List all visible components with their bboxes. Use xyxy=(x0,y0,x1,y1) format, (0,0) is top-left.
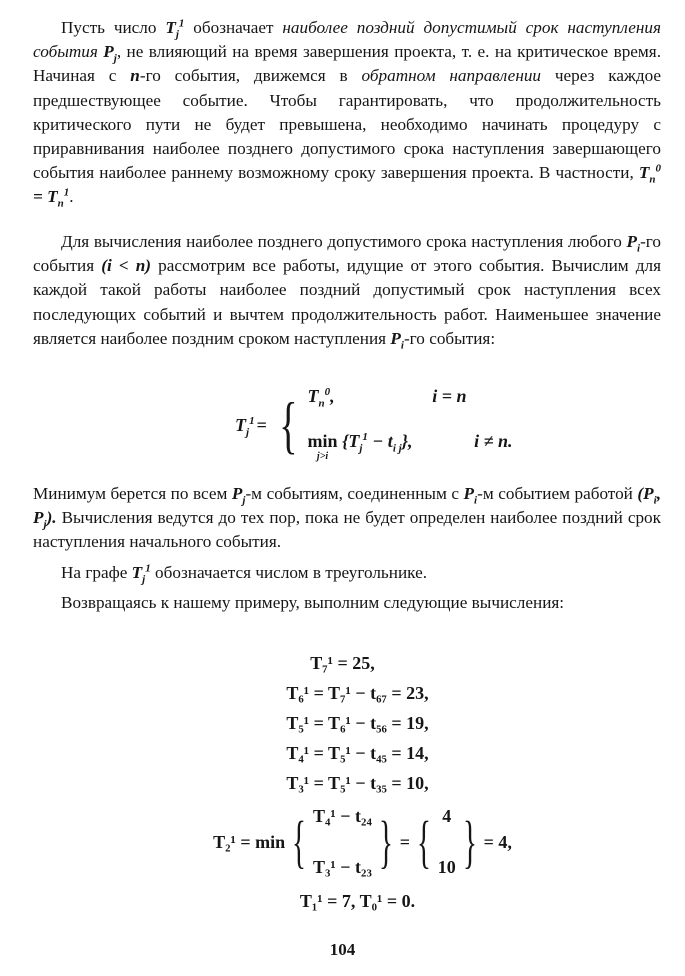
text: обозначает xyxy=(193,18,274,37)
term-latest-time: наиболее поздний допустимый срок наступления события xyxy=(33,18,661,62)
calc-row-t2: T₂¹ = min { T₄¹ − t₂₄ T₃¹ − t₂₃ } = { 4 10 } = 4, xyxy=(213,806,512,877)
term-reverse-direction: обратном направлении xyxy=(361,66,542,86)
text: Для вычисления наиболее позднего допустимого срока наступления любого xyxy=(61,232,622,251)
text: -м событиям, соединенным с xyxy=(245,484,459,503)
calc-row-t1-t0: T₁¹ = 7, T₀¹ = 0. xyxy=(299,891,416,911)
text: через каждое предшествующее событие. Чтобы гарантировать, что продолжительность критического пути не будет превышена, необходимо начинать процедуру с приравнивания наиболее позднего допустимого срока наступления завершающего события наиболее раннему возможному сроку завершения проекта. В частности, xyxy=(33,66,662,183)
text: Пусть число xyxy=(61,18,157,37)
text: , не влияющий на время завершения проекта, т. е. на критическое время. Начиная с xyxy=(33,42,661,86)
text: На графе xyxy=(61,562,128,582)
calc-row-t7: T₇¹ = 25, xyxy=(310,653,375,673)
event-p-j: $P_j$ xyxy=(103,42,117,65)
text: Вычисления ведутся до тех пор, пока не будет определен наиболее поздний срок наступления начального события. xyxy=(33,508,661,552)
event-p-i: $P_i$ xyxy=(626,232,641,255)
formula-latest-time: $T_j^1$ = { $T_n^0$, i = n min j>i $\{T_j^1 - t_{i j}\}$, i ≠ n. xyxy=(235,386,513,462)
paragraph-definition: Пусть число $T_j^1$ обозначает наиболее поздний допустимый срок наступления события $P_j$, не влияющий на время завершения проекта, т. е. на критическое время. Начиная с n-го события, движемся в обратном направлении через каждое предшествующее событие. Чтобы гарантировать, что продолжительность критического пути не будет превышена, необходимо начинать процедуру с приравнивания наиболее позднего допустимого срока наступления завершающего события наиболее раннему возможному сроку завершения проекта. В частности, $T_n^0 = T_n^1$. xyxy=(33,17,662,210)
text: рассмотрим все работы, идущие от этого события. Вычислим для каждой такой работы наиболее поздний допустимый срок наступления всех последующих событий и вычтем продолжительность работ. Наименьшее значение является наиболее поздним сроком наступления xyxy=(33,256,662,348)
symbol-n: n xyxy=(130,66,140,86)
symbol-t-j-1: $T_j^1$ xyxy=(165,17,185,41)
paragraph-computation-rule xyxy=(33,230,661,351)
case-i-not-n: min j>i $\{T_j^1 - t_{i j}\}$, i ≠ n. xyxy=(307,431,513,462)
formula-lhs: $T_j^1$ xyxy=(235,414,255,439)
calc-row-t6: T₆¹ = T₇¹ − t₆₇ = 23, xyxy=(286,683,429,703)
work-pair: ($P_i$, $P_j$). xyxy=(33,484,662,531)
left-brace: { xyxy=(278,389,298,460)
formula-cases xyxy=(308,386,513,464)
condition-i-less-n: (i < n) xyxy=(101,256,152,276)
text: Возвращаясь к нашему примеру, выполним следующие вычисления: xyxy=(61,592,565,612)
equation-tn0-tn1: $T_n^0 = T_n^1$ xyxy=(33,162,662,210)
page-number: 104 xyxy=(329,940,356,959)
symbol-t-j-1: $T_j^1$ xyxy=(131,561,151,586)
calculation-block xyxy=(0,648,685,916)
case-i-equals-n: $T_n^0$, i = n xyxy=(307,386,467,410)
calc-row-t3: T₃¹ = T₅¹ − t₃₅ = 10, xyxy=(286,773,429,793)
event-p-i: $P_i$ xyxy=(390,328,404,352)
text: -го события: xyxy=(403,328,496,348)
text: -го события xyxy=(33,232,662,276)
paragraph-notes: Минимум берется по всем $P_j-м$ событиям, соединенным с $P_i-м$ событием работой ($P_i$, $P_j$). Вычисления ведутся до тех пор, пока не будет определен наиболее поздний срок наступления начального события. На графе $T_j^1$ обозначается числом в треугольнике. Возвращаясь к нашему примеру, выполним следующие вычисления: xyxy=(33,484,662,612)
text: -м событием работой xyxy=(477,484,633,503)
text: -го события, движемся в xyxy=(139,66,348,86)
calc-row-t5: T₅¹ = T₆¹ − t₅₆ = 19, xyxy=(286,713,429,733)
text: обозначается числом в треугольнике. xyxy=(155,562,428,582)
text: Минимум берется по всем xyxy=(33,484,228,503)
calc-row-t4: T₄¹ = T₅¹ − t₄₅ = 14, xyxy=(286,743,429,763)
